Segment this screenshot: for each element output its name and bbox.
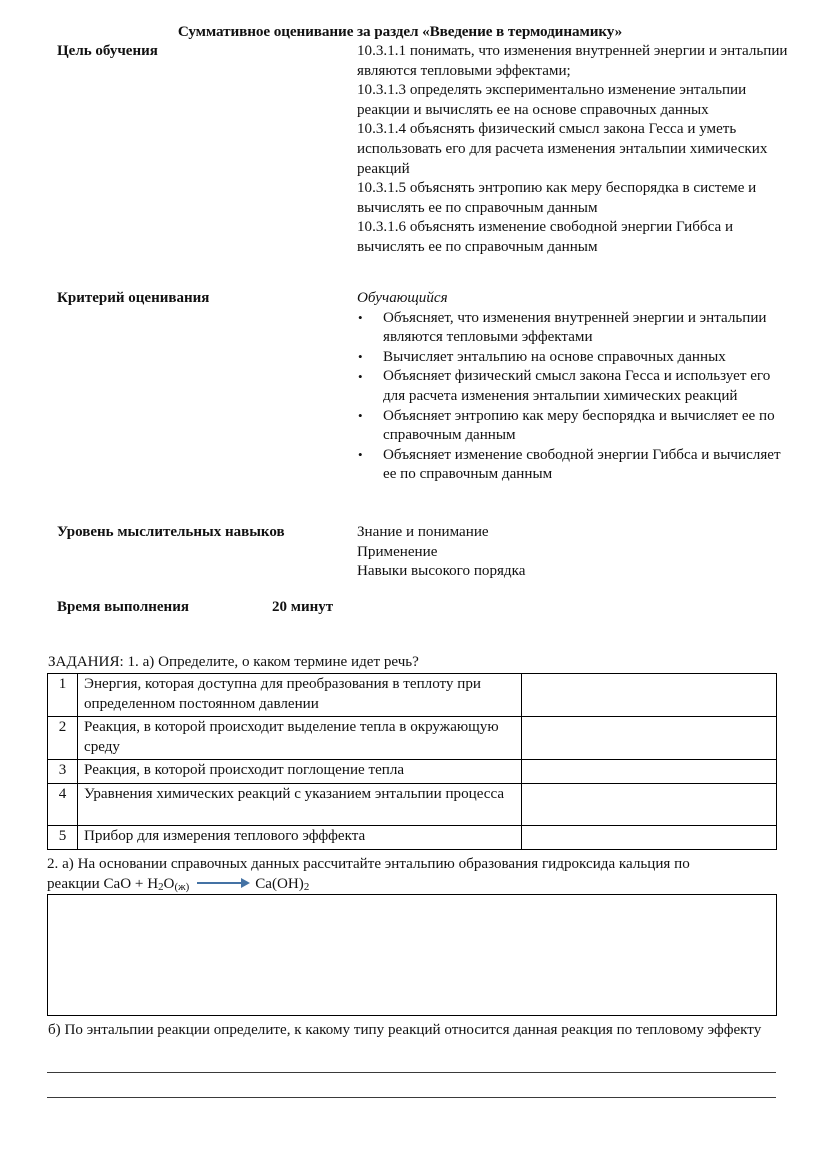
objective-value	[357, 42, 789, 258]
row-answer-cell[interactable]	[522, 674, 777, 717]
criteria-item: • Объясняет изменение свободной энергии Гиббса и вычисляет ее по справочным данным	[357, 446, 789, 485]
criteria-item: • Вычисляет энтальпию на основе справочных данных	[357, 348, 789, 368]
reaction-state-liquid: (ж)	[174, 881, 190, 894]
table-row	[48, 717, 777, 760]
skills-line-3: Навыки высокого порядка	[357, 563, 526, 580]
table-row	[48, 825, 777, 849]
skills-line-2: Применение	[357, 543, 438, 560]
row-answer-cell[interactable]	[522, 760, 777, 784]
row-term: Энергия, которая доступна для преобразования в теплоту при определенном постоянном давлении	[78, 674, 522, 717]
row-number: 1	[48, 674, 78, 717]
criteria-item: • Объясняет, что изменения внутренней энергии и энтальпии являются тепловыми эффектами	[357, 309, 789, 348]
reaction-sub-water-2: 2	[158, 881, 164, 894]
objective-line-3: 10.3.1.4 объяснять физический смысл закона Гесса и уметь использовать его для расчета изменения энтальпии химических реакций	[357, 121, 768, 177]
task2-line-1: 2. а) На основании справочных данных рассчитайте энтальпию образования гидроксида кальция по	[47, 856, 690, 872]
table-row	[48, 783, 777, 825]
criteria-item: • Объясняет энтропию как меру беспорядка и вычисляет ее по справочным данным	[357, 407, 789, 446]
reaction-product: Ca(OH)	[255, 875, 304, 892]
task2-reaction	[47, 875, 782, 896]
row-term: Уравнения химических реакций с указанием энтальпии процесса	[78, 783, 522, 825]
reaction-reactants: реакции CaO + H	[47, 875, 159, 892]
skills-label: Уровень мыслительных навыков	[57, 524, 285, 540]
row-answer-cell[interactable]	[522, 825, 777, 849]
objective-line-5: 10.3.1.6 объяснять изменение свободной энергии Гиббса и вычислять ее по справочным данным	[357, 219, 734, 255]
objective-label: Цель обучения	[57, 43, 158, 59]
reaction-arrow-icon	[197, 878, 253, 888]
criteria-intro: Обучающийся	[357, 290, 448, 306]
row-number: 2	[48, 717, 78, 760]
page-title: Суммативное оценивание за раздел «Введение в термодинамику»	[177, 23, 623, 40]
criteria-list	[357, 309, 789, 485]
time-label: Время выполнения	[57, 599, 189, 615]
answer-rule-line-2[interactable]	[47, 1097, 776, 1098]
row-answer-cell[interactable]	[522, 717, 777, 760]
skills-line-1: Знание и понимание	[357, 524, 489, 540]
row-number: 3	[48, 760, 78, 784]
terms-table	[47, 673, 777, 850]
objective-line-2: 10.3.1.3 определять экспериментально изменение энтальпии реакции и вычислять ее на основе справочных данных	[357, 82, 747, 118]
criteria-value	[357, 289, 789, 485]
table-row	[48, 674, 777, 717]
row-term: Реакция, в которой происходит поглощение тепла	[78, 760, 522, 784]
table-row	[48, 760, 777, 784]
task2-text	[47, 855, 782, 895]
reaction-oxygen: O	[163, 875, 175, 892]
row-number: 5	[48, 825, 78, 849]
skills-value	[357, 523, 789, 582]
answer-rule-line-1[interactable]	[47, 1072, 776, 1073]
objective-line-4: 10.3.1.5 объяснять энтропию как меру беспорядка в системе и вычислять ее по справочным данным	[357, 180, 757, 216]
row-term: Прибор для измерения теплового эфффекта	[78, 825, 522, 849]
reaction-sub-hydroxide-2: 2	[303, 881, 310, 894]
task1-heading: ЗАДАНИЯ: 1. а) Определите, о каком термине идет речь?	[48, 654, 419, 670]
time-value: 20 минут	[272, 599, 334, 615]
row-answer-cell[interactable]	[522, 783, 777, 825]
row-number: 4	[48, 783, 78, 825]
task2b-text: б) По энтальпии реакции определите, к какому типу реакций относится данная реакция по тепловому эффекту	[48, 1022, 762, 1038]
objective-line-1: 10.3.1.1 понимать, что изменения внутренней энергии и энтальпии являются тепловыми эффектами;	[357, 43, 788, 79]
row-term: Реакция, в которой происходит выделение тепла в окружающую среду	[78, 717, 522, 760]
task2-answer-box[interactable]	[47, 894, 777, 1016]
criteria-item: • Объясняет физический смысл закона Гесса и использует его для расчета изменения энтальпии химических реакций	[357, 367, 789, 406]
criteria-label: Критерий оценивания	[57, 290, 210, 306]
